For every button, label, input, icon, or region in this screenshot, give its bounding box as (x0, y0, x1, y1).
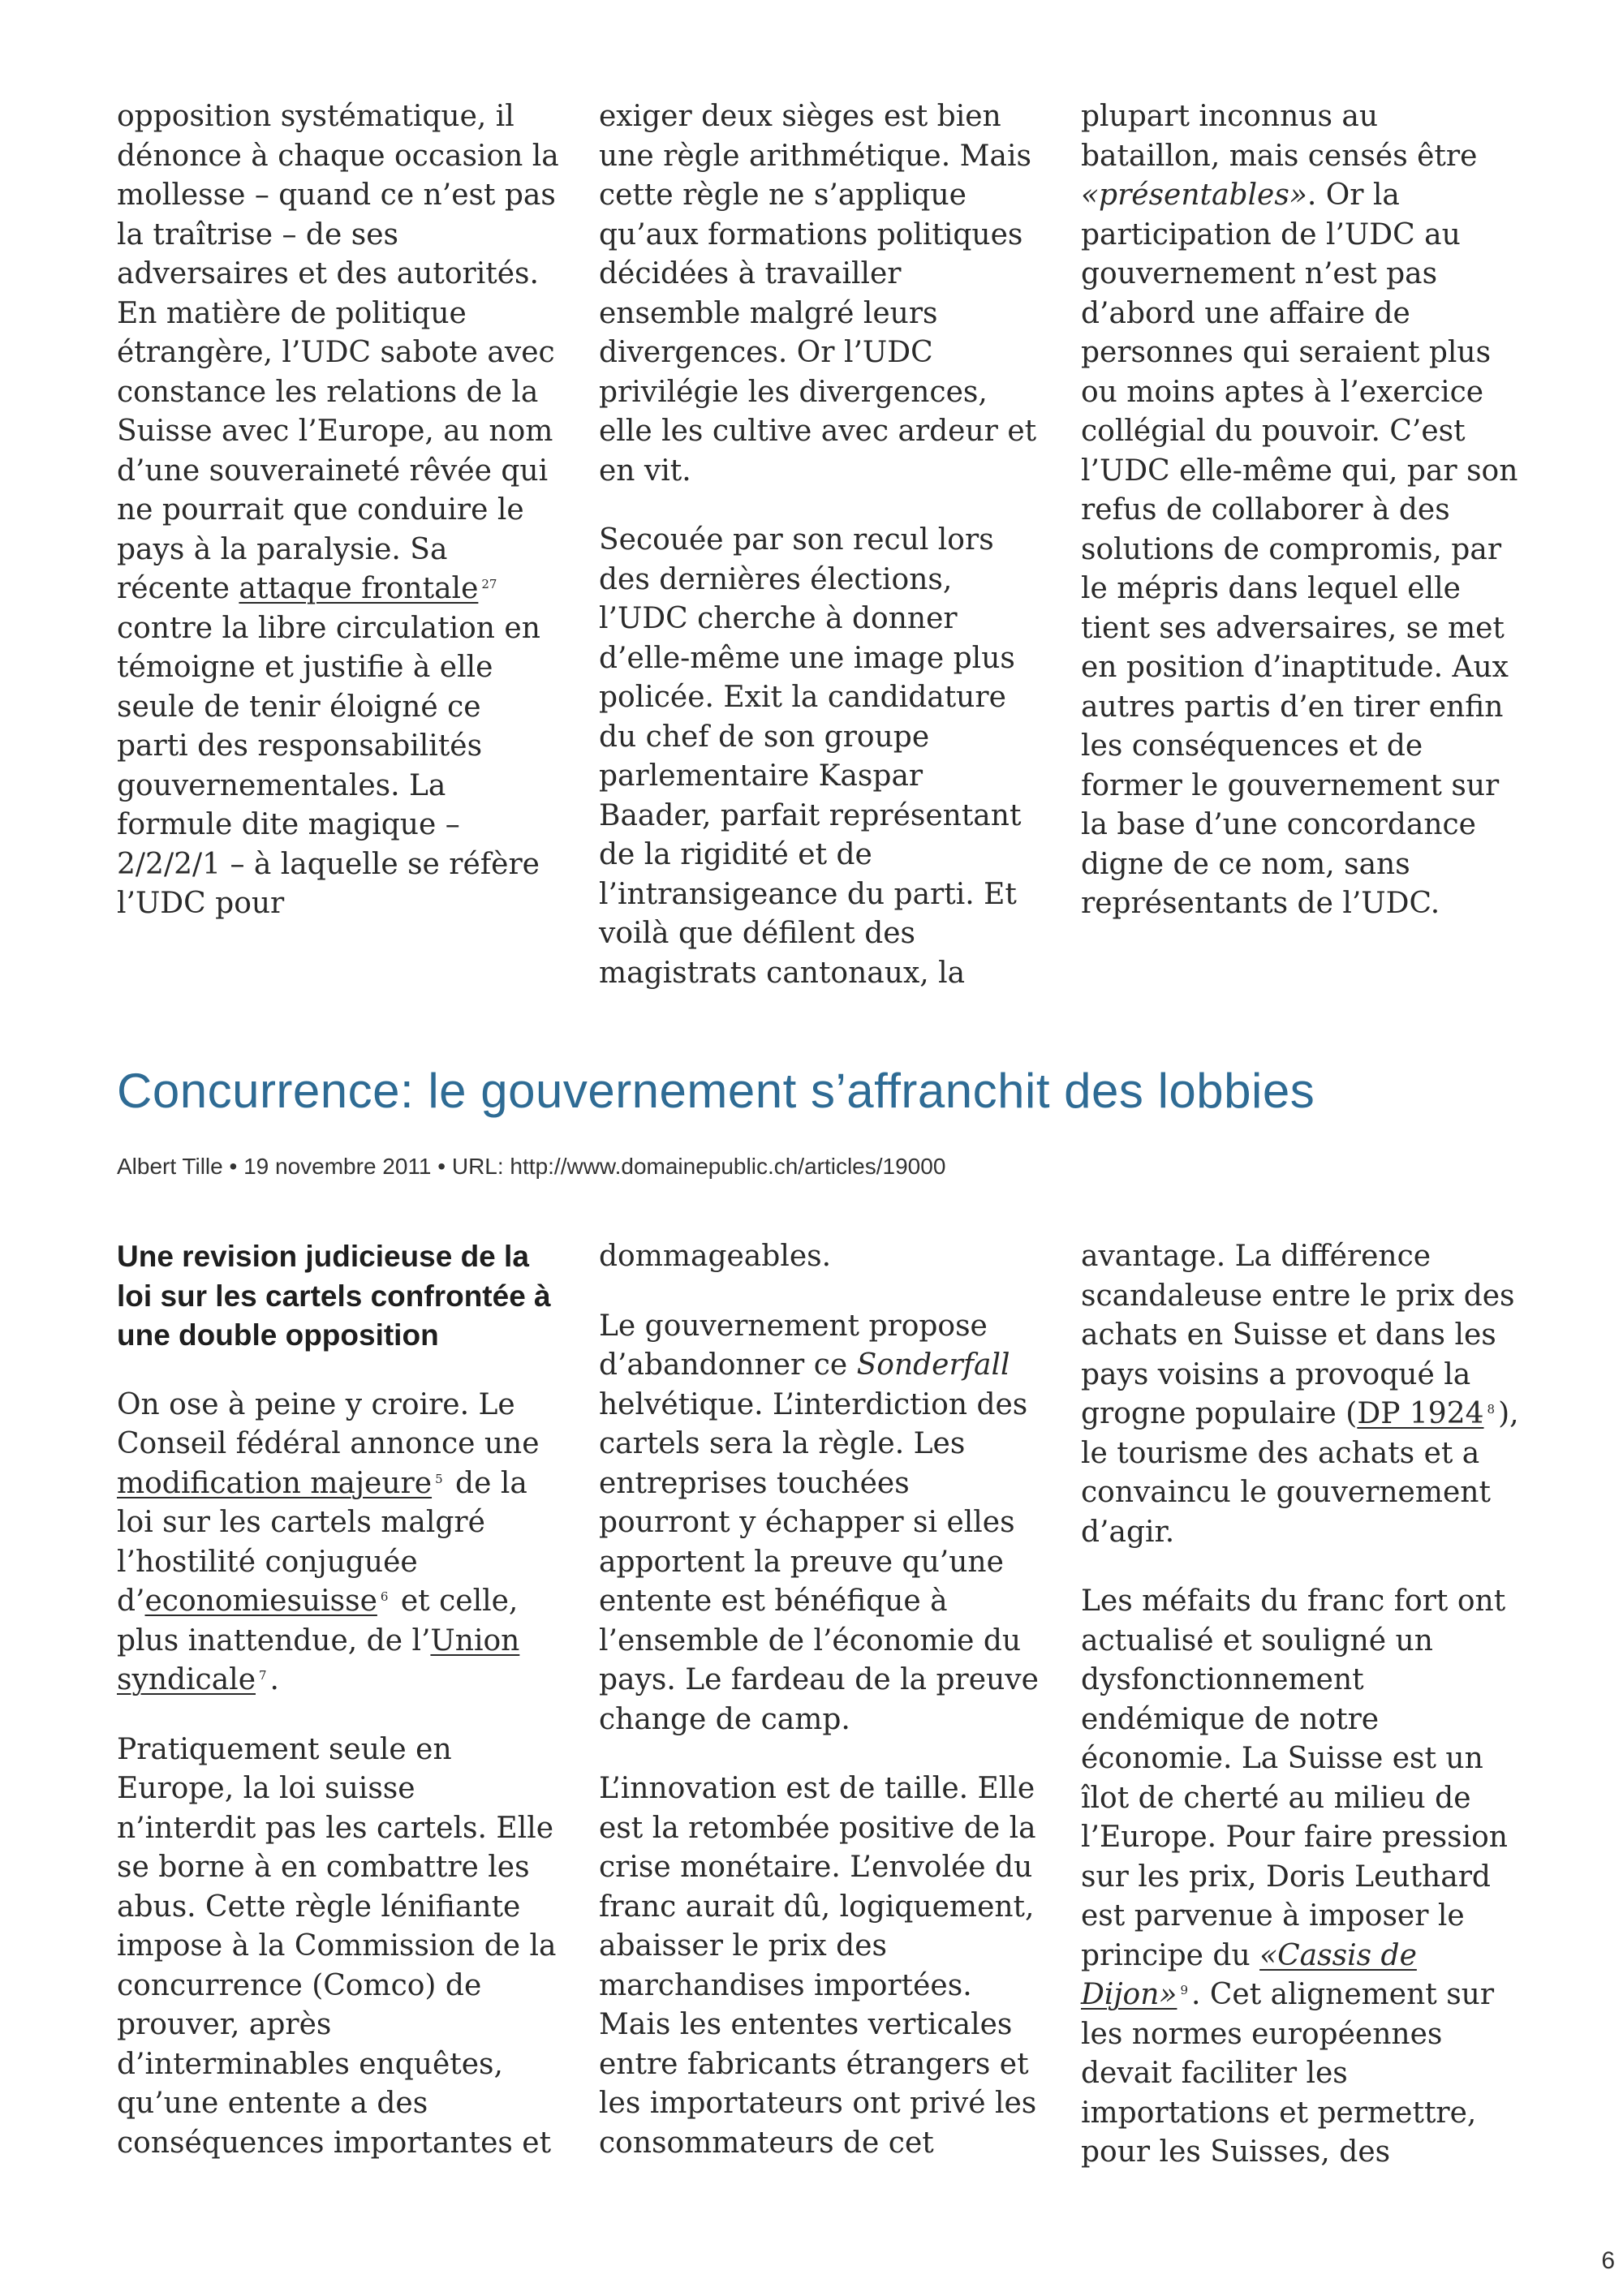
footnote-marker: 27 (481, 577, 497, 591)
article-col1-paragraph-2: Pratiquement seule en Europe, la loi suisse n’interdit pas les cartels. Elle se borne à en combattre les abus. Cette règle lénifiante impose à la Commission de la concurrence (Comco) de prouver, après d’interminables enquêtes, qu’une entente a des conséquences importantes et (117, 1732, 557, 2160)
prev-col2-paragraph-1: exiger deux sièges est bien une règle arithmétique. Mais cette règle ne s’applique qu’aux formations politiques décidées à travailler ensemble malgré leurs divergences. Or l’UDC privilégie les divergences, elle les cultive avec ardeur et en vit. (599, 100, 1037, 488)
text-segment: On ose à peine y croire. Le Conseil fédéral annonce une (117, 1387, 540, 1460)
text-segment: de la loi sur les cartels malgré l’hostilité conjuguée d’ (117, 1466, 527, 1618)
page-number: 6 (1601, 2247, 1615, 2274)
prev-col1-text-b: contre la libre circulation en témoigne et justifie à elle seule de tenir éloigné ce parti des responsabilités gouvernementales. La formule dite magique – 2/2/2/1 – à laquelle se réfère l’UDC pour (117, 611, 540, 920)
article-column-3 (1081, 1237, 1523, 2173)
link-union-syndicale[interactable]: Union syndicale (117, 1623, 520, 1696)
footnote-marker: 8 (1487, 1402, 1496, 1417)
prev-col1-paragraph (117, 97, 559, 924)
prev-article-column-1 (117, 97, 559, 924)
text-segment: et celle, plus inattendue, de l’ (117, 1584, 519, 1658)
article-col2-paragraph-2 (599, 1307, 1041, 1740)
emphasis-presentables: «présentables» (1081, 178, 1307, 212)
prev-article-column-3 (1081, 97, 1523, 924)
footnote-marker: 7 (259, 1668, 267, 1683)
article-col3-paragraph-1 (1081, 1237, 1523, 1552)
article-col2-paragraph-1: dommageables. (599, 1240, 832, 1273)
text-segment: helvétique. L’interdiction des cartels sera la règle. Les entreprises touchées pourront y échapper si elles apportent la preuve qu’une entente est bénéfique à l’ensemble de l’économie du pays. Le fardeau de la preuve change de camp. (599, 1387, 1039, 1736)
article-title: Concurrence: le gouvernement s’affranchit des lobbies (117, 1064, 1315, 1118)
article-column-2 (599, 1237, 1041, 2163)
text-segment: . Cet alignement sur les normes européennes devait faciliter les importations et permettre, pour les Suisses, des (1081, 1978, 1495, 2169)
text-segment: avantage. La différence scandaleuse entre le prix des achats en Suisse et dans les pays voisins a provoqué la grogne populaire ( (1081, 1240, 1515, 1430)
link-modification-majeure[interactable]: modification majeure (117, 1466, 433, 1500)
article-col2-paragraph-3: L’innovation est de taille. Elle est la retombée positive de la crise monétaire. L’envolée du franc aurait dû, logiquement, abaisser le prix des marchandises importées. Mais les ententes verticales entre fabricants étrangers et les importateurs ont privé les consommateurs de cet (599, 1772, 1037, 2160)
article-column-1 (117, 1237, 559, 2163)
emphasis-sonderfall: Sonderfall (856, 1348, 1010, 1382)
prev-col3-paragraph (1081, 97, 1523, 924)
footnote-marker: 6 (380, 1589, 389, 1604)
article-subhead: Une revision judicieuse de la loi sur les cartels confrontée à une double opposition (117, 1240, 551, 1352)
footnote-marker: 9 (1180, 1983, 1188, 1997)
text-segment: Le gouvernement propose d’abandonner ce (599, 1309, 988, 1382)
text-segment: . (269, 1663, 279, 1696)
link-economiesuisse[interactable]: economiesuisse (144, 1584, 377, 1618)
link-cassis-de-dijon[interactable]: «Cassis de Dijon» (1081, 1938, 1417, 2011)
prev-col3-text-a: plupart inconnus au bataillon, mais censés être (1081, 100, 1478, 173)
prev-col2-paragraph-2: Secouée par son recul lors des dernières élections, l’UDC cherche à donner d’elle-même une image plus policée. Exit la candidature du chef de son groupe parlementaire Kaspar Baader, parfait représentant de la rigidité et de l’intransigeance du parti. Et voilà que défilent des magistrats cantonaux, la (599, 523, 1022, 990)
article-col3-paragraph-2 (1081, 1582, 1523, 2173)
footnote-marker: 5 (435, 1471, 443, 1486)
prev-col1-text-a: opposition systématique, il dénonce à chaque occasion la mollesse – quand ce n’est pas la traîtrise – de ses adversaires et des autorités. En matière de politique étrangère, l’UDC sabote avec constance les relations de la Suisse avec l’Europe, au nom d’une souveraineté rêvée qui ne pourrait que conduire le pays à la paralysie. Sa récente (117, 100, 559, 605)
prev-col3-text-b: . Or la participation de l’UDC au gouvernement n’est pas d’abord une affaire de personnes qui seraient plus ou moins aptes à l’exercice collégial du pouvoir. C’est l’UDC elle-même qui, par son refus de collaborer à des solutions de compromis, par le mépris dans lequel elle tient ses adversaires, se met en position d’inaptitude. Aux autres partis d’en tirer enfin les conséquences et de former le gouvernement sur la base d’une concordance digne de ce nom, sans représentants de l’UDC. (1081, 178, 1518, 920)
link-attaque-frontale[interactable]: attaque frontale (239, 572, 479, 605)
article-col1-paragraph-1 (117, 1386, 559, 1701)
prev-article-column-2 (599, 97, 1041, 993)
text-segment: Les méfaits du franc fort ont actualisé et souligné un dysfonctionnement endémique de notre économie. La Suisse est un îlot de cherté au milieu de l’Europe. Pour faire pression sur les prix, Doris Leuthard est parvenue à imposer le principe du (1081, 1584, 1508, 1972)
text-segment: ), le tourisme des achats et a convaincu le gouvernement d’agir. (1081, 1397, 1519, 1549)
article-meta: Albert Tille • 19 novembre 2011 • URL: http://www.domainepublic.ch/articles/19000 (117, 1154, 946, 1179)
link-dp-1924[interactable]: DP 1924 (1357, 1397, 1484, 1430)
